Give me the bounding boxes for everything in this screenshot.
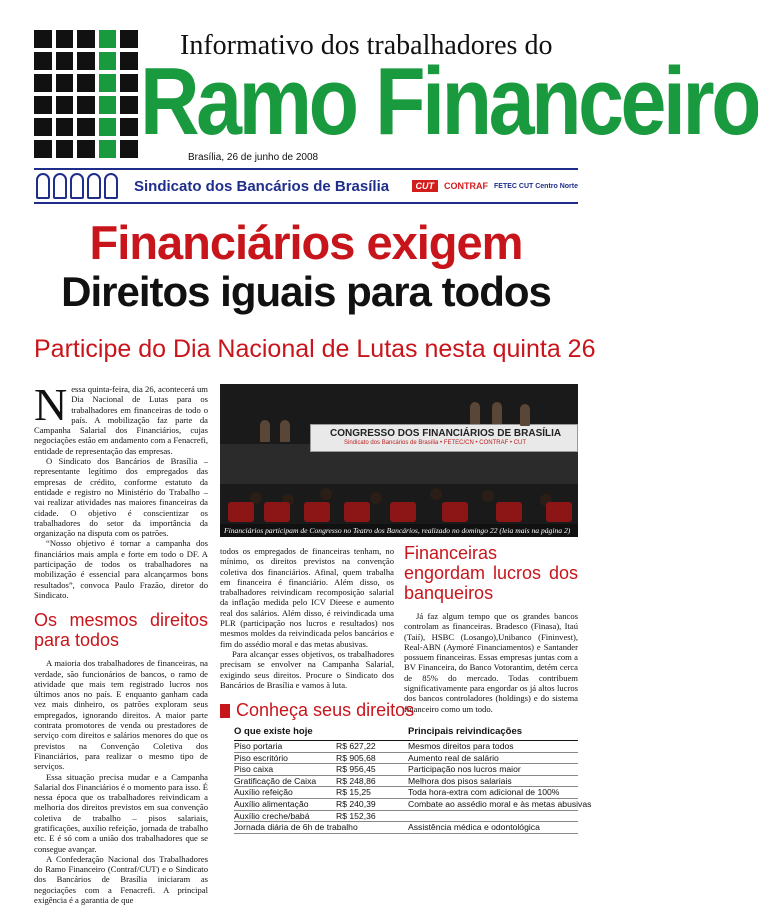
masthead-brand <box>140 48 758 155</box>
row-claim: Melhora dos pisos salariais <box>408 775 512 786</box>
row-item-value: R$ 152,36 <box>336 810 376 821</box>
header-claims: Principais reivindicações <box>408 726 523 737</box>
row-claim: Combate ao assédio moral e às metas abusivas <box>408 798 592 809</box>
subhead-banks-profit: Financeiras engordam lucros dos banqueiros <box>404 543 578 603</box>
headline-secondary: Direitos iguais para todos <box>61 268 551 315</box>
row-claim: Mesmos direitos para todos <box>408 741 514 751</box>
union-name: Sindicato dos Bancários de Brasília <box>134 177 390 195</box>
row-claim: Assistência médica e odontológica <box>408 822 540 833</box>
row-item-name: Piso portaria <box>234 741 283 751</box>
rights-table <box>234 726 592 834</box>
row-item-value: R$ 905,68 <box>336 752 376 763</box>
row-item-name: Auxílio alimentação <box>234 798 309 809</box>
row-item-value: R$ 15,25 <box>336 787 371 798</box>
paragraph: Nessa quinta-feira, dia 26, acontecerá um Dia Nacional de Lutas para os trabalhadores em financeiras de todo o país. A mobilização faz parte da Campanha Salarial dos Financiários, cujas negociações estão em andamento com a Fenacrefi, entidade de representação das empresas. <box>34 379 208 456</box>
paragraph: Para alcançar esses objetivos, os trabalhadores precisam se envolver na Campanha Salarial, exigindo seus direitos. Procure o Sindicato dos Bancários de Brasília e vamos à luta. <box>220 648 394 690</box>
table-row <box>234 764 578 776</box>
paragraph: “Nosso objetivo é tornar a campanha dos financiários mais ampla e forte em todo o DF. A participação de todos os trabalhadores na mobilização é essencial para alcançarmos bons resultados”, convoca Paulo Frazão, diretor do Sindicato. <box>34 538 208 600</box>
partner-logos <box>412 180 579 192</box>
header-current: O que existe hoje <box>234 726 313 737</box>
paragraph: Já faz algum tempo que os grandes bancos controlam as financeiras. Bradesco (Finasa), Itaú (Taií), HSBC (Losango),Unibanco (Fininvest), Real-ABN (Aymoré Financiamentos) e Santander possuem financeiras. Essas empresas juntas com a BV Financeira, do Banco Votorantim, detém cerca de 85% do mercado. Todas contribuem significativamente para engordar os já altos lucros dos bancos controladores (holdings) e do sistema financeiro como um todo. <box>404 611 578 714</box>
row-item-name: Piso caixa <box>234 764 274 775</box>
union-logo-icon <box>36 172 122 200</box>
subhead-same-rights: Os mesmos direitos para todos <box>34 610 208 651</box>
congress-photo <box>220 384 578 529</box>
row-claim <box>408 811 578 822</box>
rights-title-text: Conheça seus direitos <box>236 700 415 720</box>
masthead-kicker: Informativo dos trabalhadores do <box>180 30 553 61</box>
headline-call: Participe do Dia Nacional de Lutas nesta quinta 26 <box>34 335 596 363</box>
table-row <box>234 798 592 811</box>
row-claim: Aumento real de salário <box>408 752 499 763</box>
row-item-name: Auxílio refeição <box>234 787 293 798</box>
row-item-name: Piso escritório <box>234 752 288 763</box>
photo-banner-text: CONGRESSO DOS FINANCIÁRIOS DE BRASÍLIA <box>330 428 562 439</box>
table-row <box>234 776 578 788</box>
partner-contraf: CONTRAF <box>444 181 488 191</box>
table-row <box>234 741 578 753</box>
rights-table-body <box>234 741 592 834</box>
rights-table-header <box>234 726 578 741</box>
partner-cut: CUT <box>412 180 439 192</box>
row-item-name: Auxílio creche/babá <box>234 810 310 821</box>
headline-main: Financiários exigem <box>89 216 523 269</box>
row-claim: Participação nos lucros maior <box>408 764 521 775</box>
drop-cap: N <box>34 379 68 430</box>
row-item-value: R$ 240,39 <box>336 798 376 809</box>
table-row <box>234 753 578 765</box>
photo-banner-sub: Sindicato dos Bancários de Brasília • FETEC/CN • CONTRAF • CUT <box>344 440 527 446</box>
paragraph: A maioria dos trabalhadores de financeiras, na verdade, são funcionários de bancos, o ramo de atividade que mais tem registrado lucros nos últimos anos no país. E enquanto ganham cada vez mais dinheiro, os patrões exploram seus empregados, ignorando direitos. A maior parte contrata promotores de venda ou prestadores de serviço com direitos e salários menores do que os previstos na Convenção Coletiva dos Financiários, para realizar o mesmo tipo de serviços. <box>34 658 208 772</box>
table-row <box>234 811 578 823</box>
row-claim: Toda hora-extra com adicional de 100% <box>408 787 560 798</box>
issue-date: Brasília, 26 de junho de 2008 <box>188 152 319 163</box>
partner-fetec: FETEC CUT Centro Norte <box>494 182 578 190</box>
brand-word-ramo: Ramo <box>140 48 356 155</box>
paragraph: Essa situação precisa mudar e a Campanha Salarial dos Financiários é o momento para isso. É nessa época que os trabalhadores reivindicam a melhoria dos direitos previstos em sua convenção coletiva de trabalho – pisos salariais, gratificações, auxílio refeição, jornada de trabalho etc. E é só com a união dos trabalhadores que se consegue avançar. <box>34 771 208 854</box>
rights-section-title <box>220 700 414 721</box>
row-item-name: Jornada diária de 6h de trabalho <box>234 822 358 833</box>
table-row <box>234 822 578 834</box>
article-column-1 <box>34 379 208 905</box>
paragraph: todos os empregados de financeiras tenham, no mínimo, os direitos previstos na convenção coletiva dos financiários. Afinal, quem trabalha em financeira é financiário. Além disso, os trabalhadores reivindicam recomposição salarial da inflação medida pelo ICV Dieese e aumento real dos salários. Além disso, é reivindicada uma PLR (participação nos lucros e resultados) nos mesmos moldes da reivindicada pelos bancários e fim do assédio moral e das metas abusivas. <box>220 546 394 649</box>
photo-caption: Financiários participam de Congresso no Teatro dos Bancários, realizado no domingo 22 (leia mais na página 2) <box>220 524 578 537</box>
article-column-2 <box>220 546 394 690</box>
table-row <box>234 787 578 799</box>
article-column-3 <box>404 543 578 714</box>
red-square-icon <box>220 704 230 718</box>
row-item-value: R$ 248,86 <box>336 775 376 786</box>
row-item-value: R$ 956,45 <box>336 764 376 775</box>
brand-word-financeiro: Financeiro <box>375 48 758 155</box>
union-bar <box>34 168 578 204</box>
paragraph: A Confederação Nacional dos Trabalhadores do Ramo Financeiro (Contraf/CUT) e o Sindicato dos Bancários de Brasília iniciaram as negociações com a Fenacrefi. A principal exigência é a garantia de que <box>34 853 208 905</box>
paragraph: O Sindicato dos Bancários de Brasília – representante legítimo dos empregados das empresas de crédito, conforme estatuto da entidade e registro no Ministério do Trabalho – vai realizar atividades nas maiores financeiras da cidade. O objetivo é conscientizar os trabalhadores do setor da importância da organização na disputa com os patrões. <box>34 456 208 539</box>
row-item-value: R$ 627,22 <box>336 741 376 751</box>
row-item-name: Gratificação de Caixa <box>234 775 317 786</box>
masthead-logo-grid <box>34 30 138 158</box>
